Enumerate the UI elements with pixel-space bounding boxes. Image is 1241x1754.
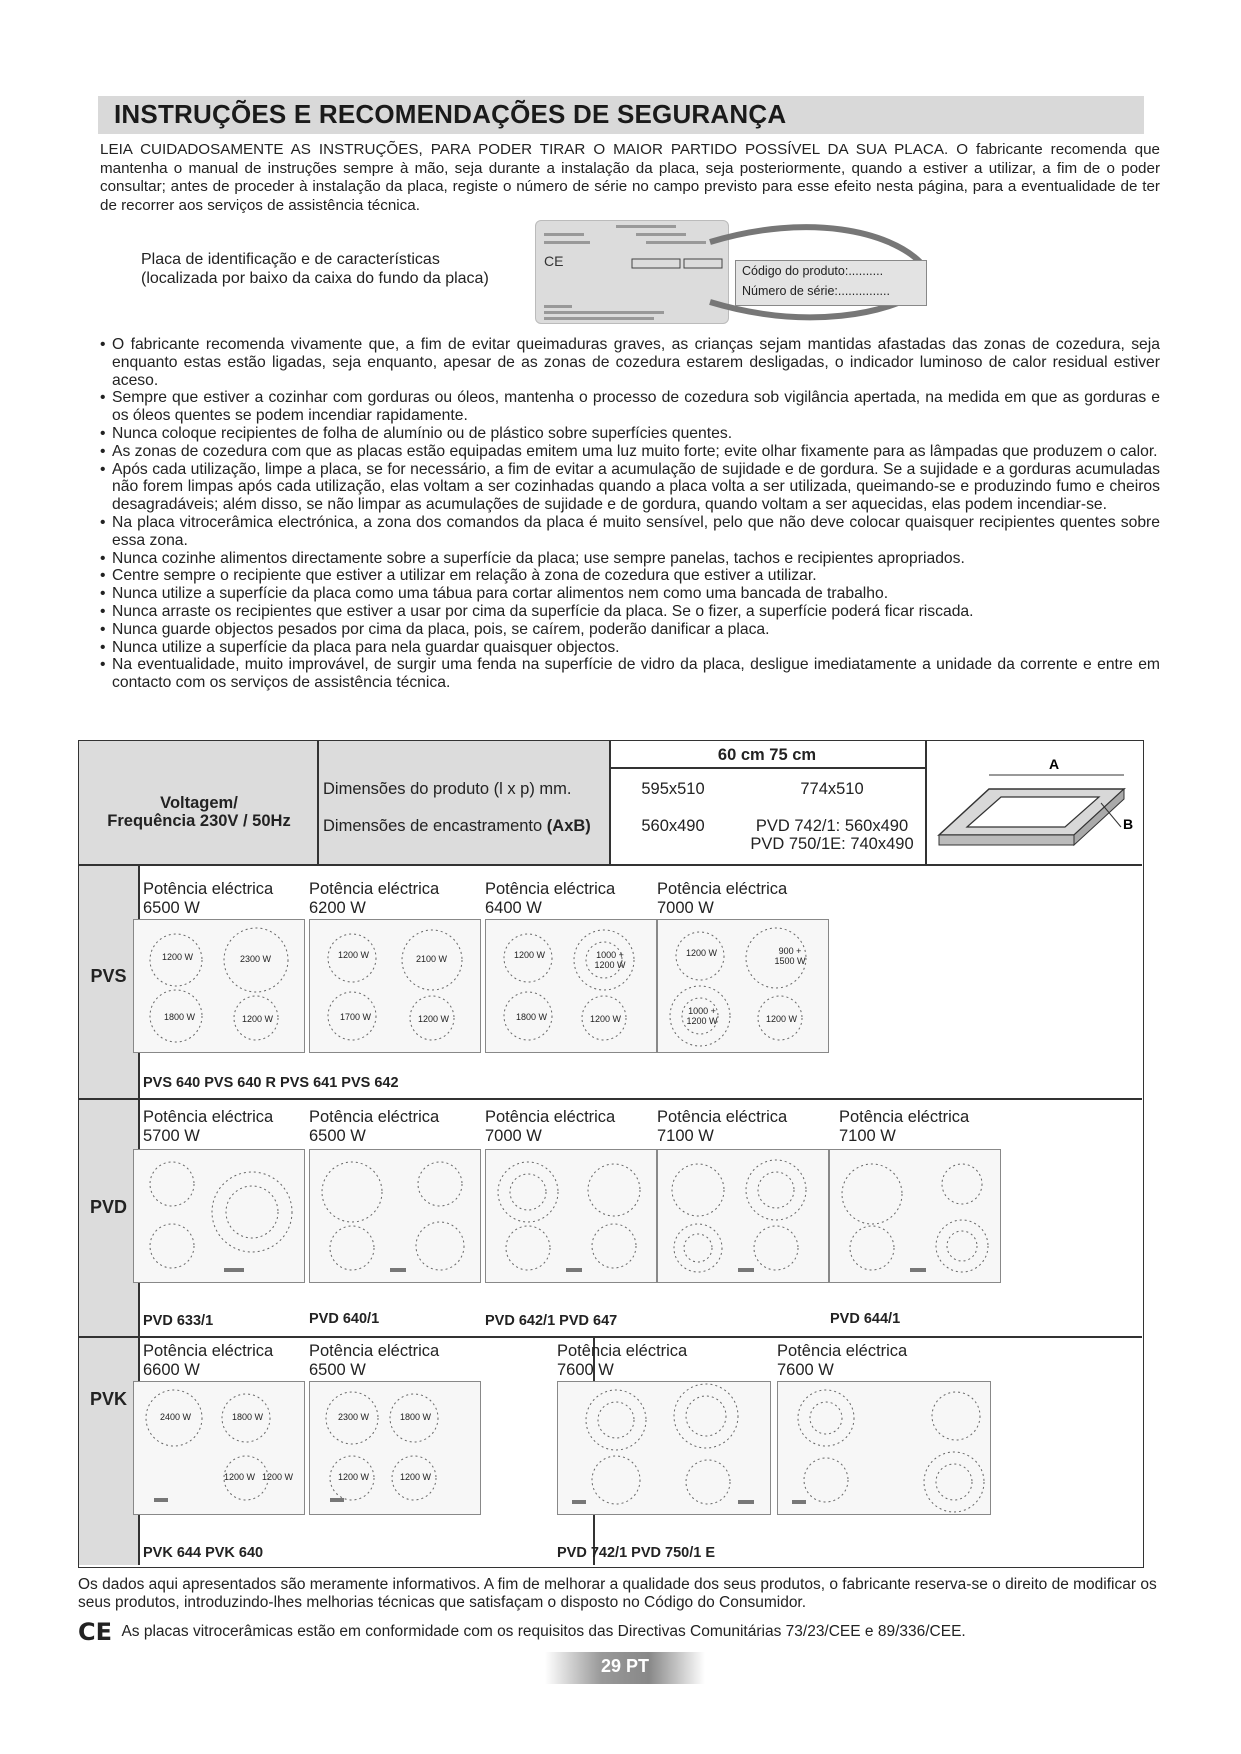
power-label: Potência eléctrica bbox=[657, 880, 788, 898]
power-label: Potência eléctrica bbox=[143, 880, 274, 898]
list-item: • Nunca utilize a superfície da placa para nela guardar quaisquer objectos. bbox=[100, 639, 1160, 657]
power-label: Potência eléctrica bbox=[309, 1108, 440, 1126]
hob-diagram-pvs-2 bbox=[309, 919, 481, 1053]
safety-bullet-list bbox=[100, 336, 1160, 692]
hob-diagram-pvk-4 bbox=[777, 1381, 991, 1515]
list-item: • Após cada utilização, limpe a placa, se for necessário, a fim de evitar a acumulação de sujidade e de gordura. Se a sujidade e a gorduras acumuladas não forem limpas após cada utilização, elas voltam a ser cozinhadas quando a placa volta a ser utilizada, queimando-se e produzindo fumo e cheiros desagradáveis; além disso, se não limpar as acumulações de sujidade e de gordura, quando voltam a ser aquecidas, elas podem incendiar-se. bbox=[100, 461, 1160, 514]
section-label-pvk: PVK bbox=[89, 1389, 127, 1409]
builtin-dims-label bbox=[323, 817, 591, 835]
plate-code-box bbox=[735, 260, 927, 306]
hob-diagram-pvd-3 bbox=[485, 1149, 657, 1283]
zone-label: 2300 W bbox=[240, 954, 272, 964]
power-value: 6500 W bbox=[309, 1360, 366, 1379]
section-label-pvs: PVS bbox=[90, 966, 127, 986]
power-pvd-5 bbox=[839, 1108, 969, 1145]
dims-60-builtin: 560x490 bbox=[641, 817, 705, 835]
power-value: 6200 W bbox=[309, 898, 366, 917]
power-value: 7600 W bbox=[557, 1360, 614, 1379]
power-label: Potência eléctrica bbox=[143, 1108, 274, 1126]
plate-caption-line-1: Placa de identificação e de características bbox=[141, 251, 440, 268]
zone-label: 900 + 1500 W bbox=[774, 946, 806, 966]
divider bbox=[79, 1336, 1142, 1338]
voltage-frequency-label bbox=[85, 794, 313, 830]
builtin-dims-axb: (AxB) bbox=[546, 817, 591, 835]
divider bbox=[925, 741, 927, 865]
zone-label: 1200 W bbox=[686, 948, 718, 958]
power-value: 7000 W bbox=[485, 1126, 542, 1145]
power-pvd-1 bbox=[143, 1108, 273, 1145]
power-value: 6500 W bbox=[309, 1126, 366, 1145]
zone-label: 1200 W bbox=[590, 1014, 622, 1024]
power-label: Potência eléctrica bbox=[309, 880, 440, 898]
ce-mark-icon: CE bbox=[78, 1618, 113, 1646]
hob-diagram-pvd-1 bbox=[133, 1149, 305, 1283]
zone-label: 1200 W bbox=[338, 1472, 370, 1482]
cutout-label-a: A bbox=[1049, 756, 1060, 772]
power-value: 7100 W bbox=[839, 1126, 896, 1145]
power-value: 5700 W bbox=[143, 1126, 200, 1145]
zone-label: 1800 W bbox=[232, 1412, 264, 1422]
divider bbox=[79, 864, 1142, 866]
list-item: • Na placa vitrocerâmica electrónica, a zona dos comandos da placa é muito sensível, pelo que não deve colocar quaisquer recipientes quentes sobre essa zona. bbox=[100, 514, 1160, 550]
list-item: • Na eventualidade, muito improvável, de surgir uma fenda na superfície de vidro da placa, desligue imediatamente a unidade da corrente e entre em contacto com os serviços de assistência técnica. bbox=[100, 656, 1160, 692]
list-item: • Nunca guarde objectos pesados por cima da placa, pois, se caírem, poderão danificar a placa. bbox=[100, 621, 1160, 639]
model-pvd-644: PVD 644/1 bbox=[830, 1311, 901, 1327]
zone-label: 2300 W bbox=[338, 1412, 370, 1422]
intro-paragraph: LEIA CUIDADOSAMENTE AS INSTRUÇÕES, PARA PODER TIRAR O MAIOR PARTIDO POSSÍVEL DA SUA PLACA. O fabricante recomenda que mantenha o manual de instruções sempre à mão, seja durante a instalação da placa, seja posteriormente, quando a estiver a utilizar, a fim de o poder consultar; antes de proceder à instalação da placa, registe o número de série no campo previsto para esse efeito nesta página, para a eventualidade de ter de recorrer aos serviços de assistência técnica. bbox=[100, 141, 1160, 214]
power-value: 7100 W bbox=[657, 1126, 714, 1145]
list-item: • As zonas de cozedura com que as placas estão equipadas emitem uma luz muito forte; evite olhar fixamente para as lâmpadas que produzem o calor. bbox=[100, 443, 1160, 461]
zone-label: 1200 W bbox=[400, 1472, 432, 1482]
hob-diagram-pvk-2 bbox=[309, 1381, 481, 1515]
zone-label: 1800 W bbox=[400, 1412, 432, 1422]
size-header: 60 cm 75 cm bbox=[717, 746, 817, 764]
ce-conformity-text: As placas vitrocerâmicas estão em conformidade com os requisitos das Directivas Comunitárias 73/23/CEE e 89/336/CEE. bbox=[121, 1623, 966, 1641]
zone-label: 2100 W bbox=[416, 954, 448, 964]
hob-diagram-pvd-5 bbox=[829, 1149, 1001, 1283]
page-title: INSTRUÇÕES E RECOMENDAÇÕES DE SEGURANÇA bbox=[114, 99, 787, 129]
ce-conformity-line bbox=[78, 1620, 966, 1644]
dims-75-builtin-2: PVD 750/1E: 740x490 bbox=[750, 835, 914, 853]
zone-label: 1200 W bbox=[262, 1472, 294, 1482]
zone-label: 1200 W bbox=[338, 950, 370, 960]
power-pvd-4 bbox=[657, 1108, 787, 1145]
dims-60-product: 595x510 bbox=[641, 780, 705, 798]
hob-diagram-pvk-3 bbox=[557, 1381, 771, 1515]
zone-label: 1700 W bbox=[340, 1012, 372, 1022]
zone-label: 1200 W bbox=[242, 1014, 274, 1024]
power-label: Potência eléctrica bbox=[777, 1342, 908, 1360]
power-value: 6600 W bbox=[143, 1360, 200, 1379]
zone-label: 1800 W bbox=[164, 1012, 196, 1022]
hob-diagram-pvs-1 bbox=[133, 919, 305, 1053]
voltage-label: Voltagem/ bbox=[160, 794, 238, 812]
section-label-pvd: PVD bbox=[89, 1197, 127, 1217]
model-pvd-640: PVD 640/1 bbox=[309, 1311, 380, 1327]
power-pvd-2 bbox=[309, 1108, 439, 1145]
dims-75-builtin bbox=[739, 817, 925, 853]
zone-label: 1000 + 1200 W bbox=[594, 950, 626, 970]
zone-label: 1200 W bbox=[224, 1472, 256, 1482]
power-pvk-2 bbox=[309, 1342, 439, 1379]
zone-label: 1200 W bbox=[514, 950, 546, 960]
zone-label: 1000 + 1200 W bbox=[686, 1006, 718, 1026]
power-pvd-3 bbox=[485, 1108, 615, 1145]
divider bbox=[609, 767, 925, 769]
power-value: 7600 W bbox=[777, 1360, 834, 1379]
list-item: • Nunca coloque recipientes de folha de alumínio ou de plástico sobre superfícies quentes. bbox=[100, 425, 1160, 443]
dims-75-product: 774x510 bbox=[800, 780, 864, 798]
zone-label: 1800 W bbox=[516, 1012, 548, 1022]
list-item: • Nunca cozinhe alimentos directamente sobre a superfície da placa; use sempre panelas, tachos e recipientes apropriados. bbox=[100, 550, 1160, 568]
cutout-label-b: B bbox=[1123, 816, 1134, 832]
hob-diagram-pvs-4 bbox=[657, 919, 829, 1053]
divider bbox=[79, 1098, 1142, 1100]
power-pvs-1 bbox=[143, 880, 273, 917]
power-label: Potência eléctrica bbox=[839, 1108, 970, 1126]
power-pvk-1 bbox=[143, 1342, 273, 1379]
power-value: 6500 W bbox=[143, 898, 200, 917]
divider bbox=[317, 741, 319, 865]
models-pvs: PVS 640 PVS 640 R PVS 641 PVS 642 bbox=[143, 1075, 399, 1091]
power-pvs-2 bbox=[309, 880, 439, 917]
product-code-label: Código do produto:.......... bbox=[742, 264, 884, 278]
power-pvk-4 bbox=[777, 1342, 907, 1379]
power-label: Potência eléctrica bbox=[309, 1342, 440, 1360]
disclaimer-text: Os dados aqui apresentados são meramente informativos. A fim de melhorar a qualidade dos seus produtos, o fabricante reserva-se o direito de modificar os seus produtos, introduzindo-lhes melhorias técnicas que satisfaçam o disposto no Código do Consumidor. bbox=[78, 1576, 1157, 1611]
list-item: • O fabricante recomenda vivamente que, a fim de evitar queimaduras graves, as crianças sejam mantidas afastadas das zonas de cozedura, seja enquanto estas estão ligadas, seja enquanto, apesar de as zonas de cozedura estarem desligadas, o indicador luminoso de calor residual estiver aceso. bbox=[100, 336, 1160, 389]
models-pvd-742-750: PVD 742/1 PVD 750/1 E bbox=[557, 1545, 715, 1561]
power-value: 7000 W bbox=[657, 898, 714, 917]
hob-diagram-pvs-3 bbox=[485, 919, 657, 1053]
frequency-label: Frequência 230V / 50Hz bbox=[107, 812, 291, 830]
builtin-dims-text: Dimensões de encastramento bbox=[323, 817, 547, 835]
hob-diagram-pvd-2 bbox=[309, 1149, 481, 1283]
power-value: 6400 W bbox=[485, 898, 542, 917]
zone-label: 1200 W bbox=[418, 1014, 450, 1024]
power-pvs-3 bbox=[485, 880, 615, 917]
list-item: • Nunca utilize a superfície da placa como uma tábua para cortar alimentos nem como uma bancada de trabalho. bbox=[100, 585, 1160, 603]
models-pvk: PVK 644 PVK 640 bbox=[143, 1545, 264, 1561]
power-label: Potência eléctrica bbox=[485, 880, 616, 898]
power-label: Potência eléctrica bbox=[657, 1108, 788, 1126]
ce-mark-icon: CE bbox=[544, 253, 564, 269]
zone-label: 1200 W bbox=[162, 952, 194, 962]
list-item: • Centre sempre o recipiente que estiver a utilizar em relação à zona de cozedura que estiver a utilizar. bbox=[100, 567, 1160, 585]
power-label: Potência eléctrica bbox=[557, 1342, 688, 1360]
hob-diagram-pvd-4 bbox=[657, 1149, 829, 1283]
spec-table bbox=[78, 740, 1144, 1568]
model-pvd-642-647: PVD 642/1 PVD 647 bbox=[485, 1313, 618, 1329]
cutout-diagram bbox=[929, 745, 1139, 861]
power-label: Potência eléctrica bbox=[485, 1108, 616, 1126]
list-item: • Sempre que estiver a cozinhar com gorduras ou óleos, mantenha o processo de cozedura sob vigilância apertada, na medida em que as gorduras e os óleos quentes se podem incendiar rapidamente. bbox=[100, 389, 1160, 425]
product-dims-label: Dimensões do produto (l x p) mm. bbox=[323, 780, 572, 798]
hob-diagram-pvk-1 bbox=[133, 1381, 305, 1515]
model-pvd-633: PVD 633/1 bbox=[143, 1313, 214, 1329]
list-item: • Nunca arraste os recipientes que estiver a usar por cima da superfície da placa. Se o fizer, a superfície poderá ficar riscada. bbox=[100, 603, 1160, 621]
power-label: Potência eléctrica bbox=[143, 1342, 274, 1360]
plate-caption bbox=[141, 250, 489, 288]
serial-number-label: Número de série:............... bbox=[742, 284, 890, 298]
power-pvs-4 bbox=[657, 880, 787, 917]
zone-label: 1200 W bbox=[766, 1014, 798, 1024]
page-number: 29 PT bbox=[600, 1656, 650, 1676]
dims-75-builtin-1: PVD 742/1: 560x490 bbox=[755, 817, 909, 835]
plate-caption-line-2: (localizada por baixo da caixa do fundo da placa) bbox=[141, 270, 489, 287]
zone-label: 2400 W bbox=[160, 1412, 192, 1422]
power-pvk-3 bbox=[557, 1342, 687, 1379]
